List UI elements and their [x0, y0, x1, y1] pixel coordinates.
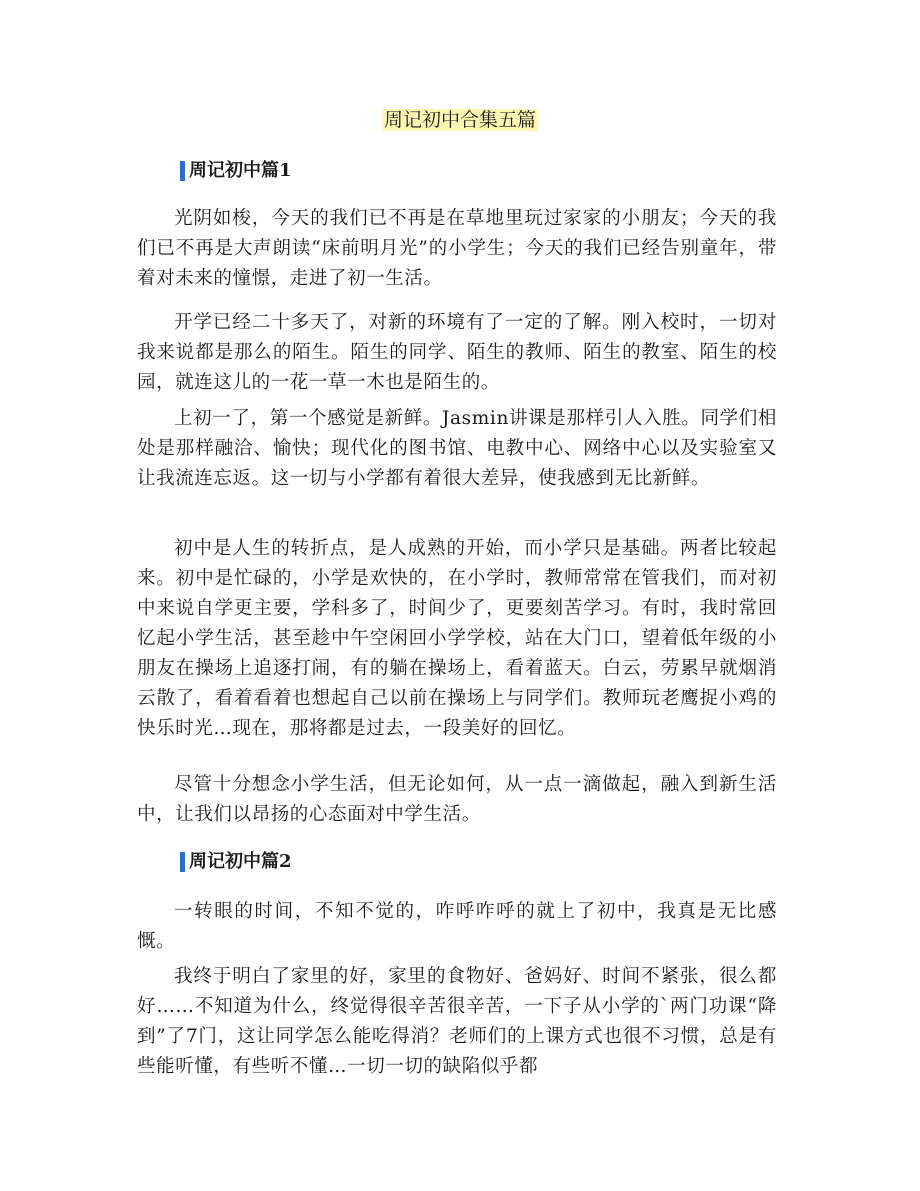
section-heading-text: 周记初中篇2 — [189, 851, 292, 872]
paragraph: 上初一了，第一个感觉是新鲜。Jasmin讲课是那样引人入胜。同学们相处是那样融洽、愉快；现代化的图书馆、电教中心、网络中心以及实验室又让我流连忘返。这一切与小学都有着很大差异，使我感到无比新鲜。 — [137, 408, 777, 489]
heading-marker-icon — [180, 852, 185, 872]
section-heading-1 — [180, 158, 292, 184]
paragraph: 尽管十分想念小学生活，但无论如何，从一点一滴做起，融入到新生活中，让我们以昂扬的心态面对中学生活。 — [137, 774, 777, 825]
document-title-text: 周记初中合集五篇 — [383, 109, 536, 131]
paragraph: 一转眼的时间，不知不觉的，咋呼咋呼的就上了初中，我真是无比感慨。 — [137, 901, 777, 952]
section-heading-2 — [180, 849, 292, 875]
paragraph: 开学已经二十多天了，对新的环境有了一定的了解。刚入校时，一切对我来说都是那么的陌生。陌生的同学、陌生的教师、陌生的教室、陌生的校园，就连这儿的一花一草一木也是陌生的。 — [137, 312, 777, 393]
section-heading-text: 周记初中篇1 — [189, 160, 292, 181]
paragraph: 我终于明白了家里的好，家里的食物好、爸妈好、时间不紧张，很么都好……不知道为什么，终觉得很辛苦很辛苦，一下子从小学的`两门功课“降到”了7门，这让同学怎么能吃得消？老师们的上课方式也很不习惯，总是有些能听懂，有些听不懂…一切一切的缺陷似乎都 — [137, 966, 777, 1077]
heading-marker-icon — [180, 161, 185, 181]
paragraph: 初中是人生的转折点，是人成熟的开始，而小学只是基础。两者比较起来。初中是忙碌的，小学是欢快的，在小学时，教师常常在管我们，而对初中来说自学更主要，学科多了，时间少了，更要刻苦学习。有时，我时常回忆起小学生活，甚至趁中午空闲回小学学校，站在大门口，望着低年级的小朋友在操场上追逐打闹，有的躺在操场上，看着蓝天。白云，劳累早就烟消云散了，看着看着也想起自己以前在操场上与同学们。教师玩老鹰捉小鸡的快乐时光…现在，那将都是过去，一段美好的回忆。 — [137, 538, 777, 739]
paragraph: 光阴如梭，今天的我们已不再是在草地里玩过家家的小朋友；今天的我们已不再是大声朗读“床前明月光”的小学生；今天的我们已经告别童年，带着对未来的憧憬，走进了初一生活。 — [137, 208, 777, 289]
document-title — [0, 106, 920, 134]
